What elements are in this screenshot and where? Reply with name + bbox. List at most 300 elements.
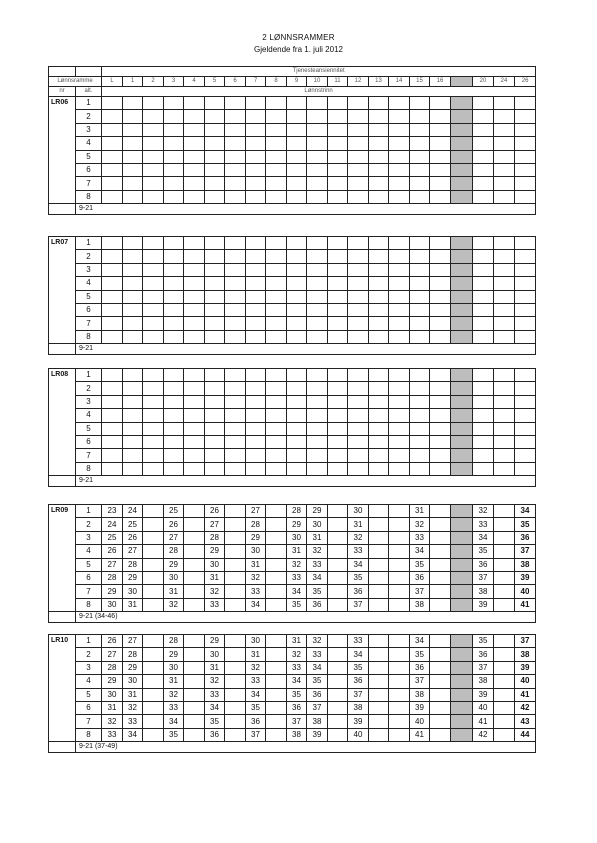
step-cell [266, 701, 287, 714]
step-cell [515, 137, 536, 150]
step-cell [389, 150, 410, 163]
step-cell [515, 422, 536, 435]
step-cell [246, 317, 266, 330]
step-cell [143, 422, 164, 435]
step-cell [328, 558, 348, 571]
step-cell: 29 [102, 675, 123, 688]
step-cell [328, 545, 348, 558]
step-cell [348, 435, 369, 448]
step-cell: 28 [102, 571, 123, 584]
step-cell: 34 [348, 558, 369, 571]
step-cell [266, 449, 287, 462]
footer-blank [49, 612, 76, 623]
step-cell [184, 263, 205, 276]
step-cell: 36 [307, 598, 328, 611]
step-cell [143, 635, 164, 648]
step-cell [473, 110, 494, 123]
step-cell [473, 449, 494, 462]
step-cell [266, 558, 287, 571]
shaded-column [451, 701, 473, 714]
step-cell [494, 558, 515, 571]
step-cell [184, 190, 205, 203]
step-cell [389, 97, 410, 110]
step-cell [328, 571, 348, 584]
step-cell [515, 330, 536, 343]
alt-number: 6 [76, 571, 102, 584]
step-cell [348, 449, 369, 462]
step-cell [307, 422, 328, 435]
step-cell [473, 395, 494, 408]
step-cell [164, 250, 184, 263]
step-cell [225, 110, 246, 123]
step-cell [123, 449, 143, 462]
step-cell [389, 728, 410, 741]
step-cell: 25 [164, 505, 184, 518]
step-cell [494, 330, 515, 343]
step-cell [430, 150, 451, 163]
step-cell [515, 303, 536, 316]
step-cell [473, 369, 494, 382]
step-cell: 29 [246, 531, 266, 544]
step-cell [225, 518, 246, 531]
step-cell [473, 277, 494, 290]
step-cell [389, 435, 410, 448]
table-row [49, 648, 536, 661]
step-cell: 28 [164, 545, 184, 558]
step-cell: 34 [307, 571, 328, 584]
step-cell [164, 190, 184, 203]
step-cell [494, 545, 515, 558]
step-cell: 33 [205, 598, 225, 611]
step-cell: 33 [287, 661, 307, 674]
step-cell [328, 449, 348, 462]
step-cell [205, 150, 225, 163]
alt-number: 1 [76, 97, 102, 110]
step-cell [430, 675, 451, 688]
step-cell [410, 237, 430, 250]
frame-footer: 9-21 (34-46) [76, 612, 536, 623]
step-cell: 32 [123, 701, 143, 714]
step-cell [369, 163, 389, 176]
step-cell [369, 648, 389, 661]
step-cell [123, 97, 143, 110]
header-nr: nr [49, 87, 76, 97]
step-cell [430, 330, 451, 343]
step-cell [205, 250, 225, 263]
step-cell [205, 177, 225, 190]
step-cell: 29 [102, 585, 123, 598]
shaded-column [451, 250, 473, 263]
step-cell [102, 330, 123, 343]
step-cell [102, 290, 123, 303]
step-cell [494, 409, 515, 422]
step-cell [389, 635, 410, 648]
step-cell [328, 518, 348, 531]
frame-id: LR10 [49, 635, 76, 742]
step-cell [184, 435, 205, 448]
step-cell [430, 598, 451, 611]
step-cell [307, 369, 328, 382]
step-cell [184, 728, 205, 741]
step-cell [143, 648, 164, 661]
step-cell: 31 [287, 545, 307, 558]
step-cell [389, 531, 410, 544]
step-cell [266, 545, 287, 558]
shaded-column [451, 190, 473, 203]
step-cell [494, 303, 515, 316]
step-cell [307, 409, 328, 422]
step-cell [369, 422, 389, 435]
step-cell [123, 422, 143, 435]
step-cell [328, 661, 348, 674]
step-cell [369, 190, 389, 203]
table-row [49, 728, 536, 741]
table-row [49, 163, 536, 176]
step-cell [410, 263, 430, 276]
step-cell [369, 97, 389, 110]
step-cell [430, 177, 451, 190]
step-cell [389, 395, 410, 408]
step-cell [515, 110, 536, 123]
step-cell [307, 237, 328, 250]
step-cell [389, 545, 410, 558]
table-row [49, 571, 536, 584]
step-cell [246, 382, 266, 395]
alt-number: 3 [76, 395, 102, 408]
step-cell: 34 [246, 688, 266, 701]
step-cell [328, 277, 348, 290]
step-cell [266, 598, 287, 611]
step-cell [266, 518, 287, 531]
step-cell [389, 518, 410, 531]
step-cell [143, 303, 164, 316]
step-cell [410, 422, 430, 435]
step-cell: 27 [102, 558, 123, 571]
step-cell: 24 [102, 518, 123, 531]
step-cell: 25 [123, 518, 143, 531]
step-cell [143, 395, 164, 408]
step-cell: 33 [205, 688, 225, 701]
step-cell [410, 290, 430, 303]
step-cell [164, 395, 184, 408]
header-frame-label: Lønnsramme [49, 77, 102, 87]
step-cell [246, 250, 266, 263]
step-cell: 27 [123, 545, 143, 558]
step-cell: 34 [205, 701, 225, 714]
salary-frame-table-lr09 [48, 504, 536, 623]
step-cell: 33 [246, 585, 266, 598]
step-cell [225, 409, 246, 422]
shaded-column [451, 97, 473, 110]
step-cell [328, 317, 348, 330]
step-cell [266, 571, 287, 584]
step-cell [184, 395, 205, 408]
footer-blank [49, 742, 76, 753]
step-cell [143, 462, 164, 475]
step-cell [473, 290, 494, 303]
step-cell [246, 435, 266, 448]
step-cell [246, 110, 266, 123]
step-cell [348, 395, 369, 408]
step-cell [287, 123, 307, 136]
step-cell: 30 [246, 635, 266, 648]
step-cell: 35 [473, 545, 494, 558]
step-cell: 30 [348, 505, 369, 518]
step-cell [369, 290, 389, 303]
step-cell [307, 277, 328, 290]
step-cell [307, 449, 328, 462]
step-cell: 26 [164, 518, 184, 531]
step-cell [287, 409, 307, 422]
step-cell: 32 [307, 635, 328, 648]
step-cell [410, 303, 430, 316]
step-cell [369, 661, 389, 674]
step-cell [123, 190, 143, 203]
step-cell: 31 [246, 648, 266, 661]
step-cell: 31 [307, 531, 328, 544]
frame-id: LR06 [49, 97, 76, 204]
step-cell: 34 [246, 598, 266, 611]
step-cell [143, 661, 164, 674]
step-cell: 37 [473, 571, 494, 584]
step-cell: 33 [123, 715, 143, 728]
step-cell: 34 [287, 585, 307, 598]
step-cell: 36 [307, 688, 328, 701]
step-cell: 41 [473, 715, 494, 728]
step-cell: 35 [348, 661, 369, 674]
step-cell [328, 330, 348, 343]
step-cell [515, 250, 536, 263]
step-cell [307, 150, 328, 163]
step-cell [494, 250, 515, 263]
frame-footer: 9-21 [76, 204, 536, 215]
alt-number: 8 [76, 598, 102, 611]
step-cell [307, 317, 328, 330]
step-cell: 35 [348, 571, 369, 584]
step-cell: 29 [164, 558, 184, 571]
step-cell [494, 648, 515, 661]
step-cell [369, 518, 389, 531]
step-cell [102, 435, 123, 448]
step-cell: 34 [123, 728, 143, 741]
step-cell: 37 [515, 545, 536, 558]
shaded-column [451, 263, 473, 276]
step-cell: 32 [246, 571, 266, 584]
step-cell [184, 303, 205, 316]
step-cell [205, 449, 225, 462]
frame-id: LR09 [49, 505, 76, 612]
step-cell [389, 369, 410, 382]
step-cell: 43 [515, 715, 536, 728]
shaded-column [451, 435, 473, 448]
step-cell [266, 395, 287, 408]
step-cell [266, 137, 287, 150]
step-cell [184, 585, 205, 598]
step-cell [430, 505, 451, 518]
step-cell [328, 395, 348, 408]
table-row [49, 177, 536, 190]
step-cell: 36 [205, 728, 225, 741]
step-cell [184, 317, 205, 330]
step-cell [494, 290, 515, 303]
step-cell: 42 [515, 701, 536, 714]
alt-number: 5 [76, 290, 102, 303]
step-cell: 39 [473, 598, 494, 611]
step-cell [389, 330, 410, 343]
step-cell [205, 263, 225, 276]
step-cell [389, 422, 410, 435]
table-row [49, 330, 536, 343]
header-year: 16 [430, 77, 451, 87]
step-cell [205, 190, 225, 203]
step-cell [389, 290, 410, 303]
step-cell [389, 263, 410, 276]
alt-number: 1 [76, 237, 102, 250]
step-cell [102, 137, 123, 150]
alt-number: 5 [76, 558, 102, 571]
step-cell [515, 263, 536, 276]
step-cell [494, 661, 515, 674]
step-cell [473, 382, 494, 395]
step-cell [369, 237, 389, 250]
step-cell: 33 [307, 558, 328, 571]
step-cell [225, 661, 246, 674]
step-cell [164, 277, 184, 290]
step-cell: 30 [205, 558, 225, 571]
step-cell: 31 [164, 675, 184, 688]
step-cell [348, 263, 369, 276]
shaded-column [451, 585, 473, 598]
shaded-column [451, 558, 473, 571]
step-cell [410, 435, 430, 448]
step-cell [494, 635, 515, 648]
step-cell [266, 250, 287, 263]
step-cell [389, 505, 410, 518]
step-cell [123, 137, 143, 150]
table-row [49, 123, 536, 136]
step-cell [389, 661, 410, 674]
alt-number: 7 [76, 317, 102, 330]
step-cell [225, 150, 246, 163]
step-cell [143, 369, 164, 382]
step-cell [328, 715, 348, 728]
step-cell [369, 395, 389, 408]
footer-blank [49, 476, 76, 487]
step-cell [494, 675, 515, 688]
step-cell: 30 [307, 518, 328, 531]
step-cell [143, 277, 164, 290]
step-cell [287, 317, 307, 330]
step-cell [328, 190, 348, 203]
step-cell [184, 250, 205, 263]
step-cell [328, 462, 348, 475]
table-row [49, 237, 536, 250]
step-cell [246, 150, 266, 163]
step-cell [307, 163, 328, 176]
step-cell [328, 701, 348, 714]
step-cell: 37 [246, 728, 266, 741]
step-cell [225, 648, 246, 661]
step-cell [430, 409, 451, 422]
step-cell [307, 462, 328, 475]
step-cell: 34 [410, 635, 430, 648]
step-cell [348, 422, 369, 435]
step-cell: 31 [287, 635, 307, 648]
step-cell [246, 395, 266, 408]
footer-blank [49, 204, 76, 215]
alt-number: 1 [76, 369, 102, 382]
step-cell [225, 545, 246, 558]
step-cell: 31 [410, 505, 430, 518]
step-cell [430, 237, 451, 250]
table-row [49, 150, 536, 163]
step-cell [225, 303, 246, 316]
header-year: L [102, 77, 123, 87]
step-cell: 35 [205, 715, 225, 728]
step-cell [307, 97, 328, 110]
salary-frame-table-lr06 [48, 66, 536, 215]
step-cell [123, 409, 143, 422]
step-cell [205, 382, 225, 395]
step-cell [307, 435, 328, 448]
step-cell [369, 531, 389, 544]
header-year: 2 [143, 77, 164, 87]
shaded-column [451, 330, 473, 343]
step-cell [143, 688, 164, 701]
step-cell [369, 263, 389, 276]
step-cell [348, 137, 369, 150]
step-cell [410, 395, 430, 408]
step-cell [205, 369, 225, 382]
step-cell [143, 137, 164, 150]
step-cell [184, 290, 205, 303]
step-cell [225, 505, 246, 518]
step-cell [164, 462, 184, 475]
step-cell [348, 330, 369, 343]
header-year: 8 [266, 77, 287, 87]
step-cell [143, 290, 164, 303]
step-cell [328, 648, 348, 661]
step-cell [205, 462, 225, 475]
step-cell [287, 263, 307, 276]
step-cell [246, 449, 266, 462]
step-cell [266, 422, 287, 435]
step-cell [494, 97, 515, 110]
step-cell [143, 110, 164, 123]
step-cell: 33 [410, 531, 430, 544]
step-cell: 28 [164, 635, 184, 648]
alt-number: 2 [76, 250, 102, 263]
step-cell [266, 317, 287, 330]
step-cell [246, 163, 266, 176]
step-cell [328, 263, 348, 276]
step-cell [164, 369, 184, 382]
step-cell [515, 382, 536, 395]
header-year: 13 [369, 77, 389, 87]
step-cell: 30 [123, 585, 143, 598]
step-cell [143, 531, 164, 544]
step-cell [328, 137, 348, 150]
step-cell [184, 237, 205, 250]
step-cell: 32 [205, 675, 225, 688]
step-cell [225, 237, 246, 250]
step-cell [102, 237, 123, 250]
step-cell [184, 701, 205, 714]
step-cell [410, 317, 430, 330]
step-cell: 38 [410, 598, 430, 611]
step-cell: 27 [123, 635, 143, 648]
alt-number: 7 [76, 177, 102, 190]
